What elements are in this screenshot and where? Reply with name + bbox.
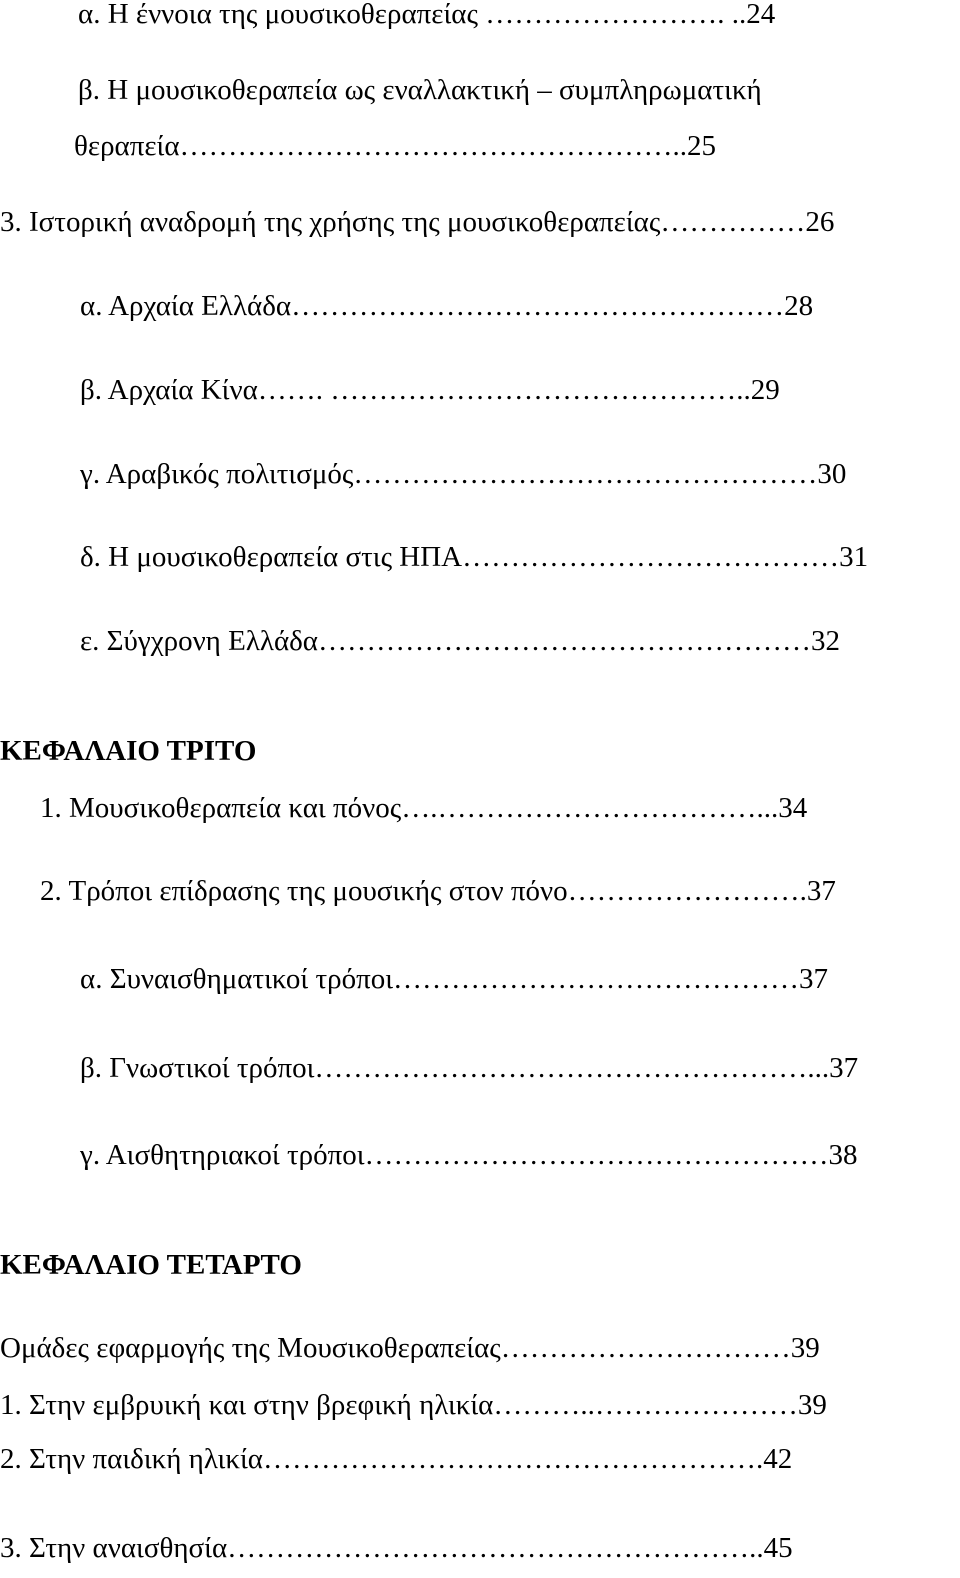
toc-entry: β. Γνωστικοί τρόποι……………………………………………...37 — [80, 1052, 859, 1084]
toc-entry: β. Αρχαία Κίνα……. ……………………………………..29 — [80, 374, 780, 406]
toc-entry: ε. Σύγχρονη Ελλάδα……………………………………………32 — [80, 625, 840, 657]
toc-entry: 1. Μουσικοθεραπεία και πόνος….……………………………...34 — [40, 792, 808, 824]
toc-entry: α. Αρχαία Ελλάδα……………………………………………28 — [80, 290, 814, 322]
toc-entry: α. Η έννοια της μουσικοθεραπείας ……………………. ..24 — [78, 0, 776, 30]
toc-entry: β. Η μουσικοθεραπεία ως εναλλακτική – συμπληρωματική — [78, 74, 762, 106]
toc-entry: θεραπεία……………………………………………..25 — [74, 130, 717, 162]
chapter-heading: ΚΕΦΑΛΑΙΟ ΤΕΤΑΡΤΟ — [0, 1249, 302, 1281]
toc-entry: 2. Στην παιδική ηλικία…………………………………………….42 — [0, 1443, 793, 1475]
toc-entry: Ομάδες εφαρμογής της Μουσικοθεραπείας…………………………39 — [0, 1332, 820, 1364]
toc-entry: α. Συναισθηματικοί τρόποι……………………………………37 — [80, 963, 829, 995]
toc-entry: 3. Ιστορική αναδρομή της χρήσης της μουσικοθεραπείας……………26 — [0, 206, 835, 238]
toc-entry: γ. Αισθητηριακοί τρόποι…………………………………………38 — [80, 1139, 858, 1171]
toc-entry: γ. Αραβικός πολιτισμός…………………………………………30 — [80, 458, 847, 490]
chapter-heading: ΚΕΦΑΛΑΙΟ ΤΡΙΤΟ — [0, 735, 257, 767]
toc-entry: 2. Τρόποι επίδρασης της μουσικής στον πόνο…………………….37 — [40, 875, 836, 907]
toc-entry: 3. Στην αναισθησία………………………………………………..45 — [0, 1532, 793, 1564]
toc-entry: 1. Στην εμβρυική και στην βρεφική ηλικία………..…………………39 — [0, 1389, 827, 1421]
toc-entry: δ. Η μουσικοθεραπεία στις ΗΠΑ…………………………………31 — [80, 541, 869, 573]
